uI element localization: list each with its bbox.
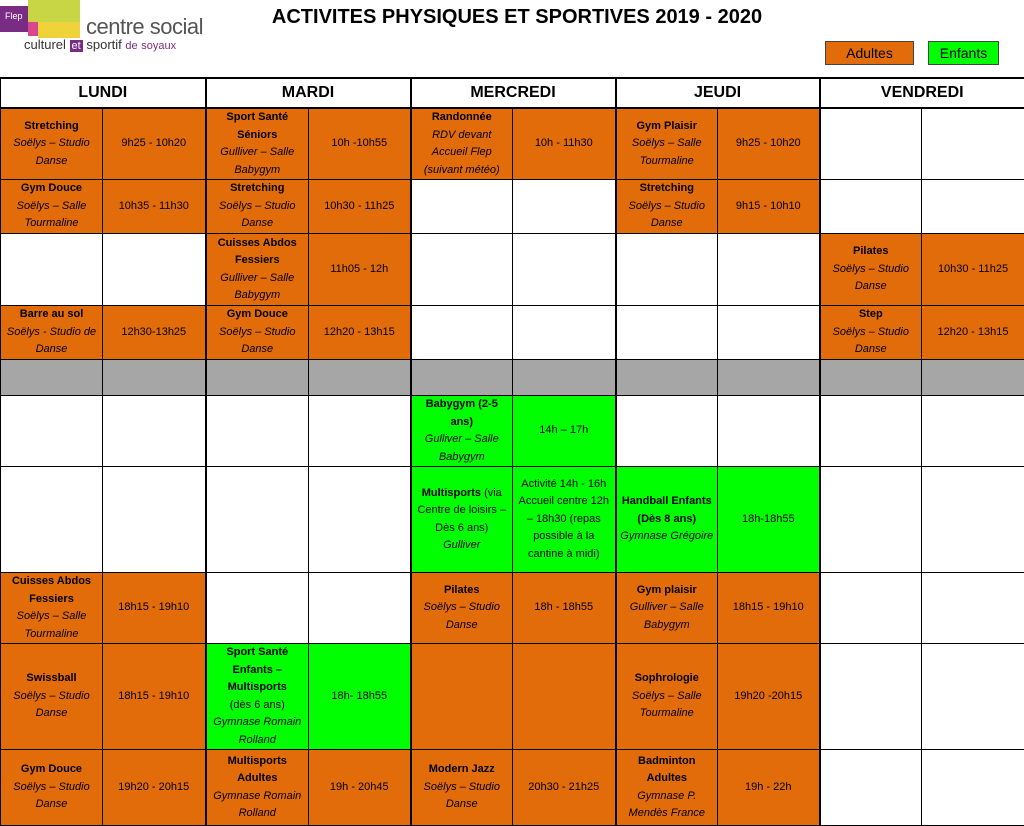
activity-cell: Pilates Soëlys – Studio Danse	[820, 234, 922, 306]
activity-cell: Sport Santé Séniors Gulliver – Salle Babygym	[206, 108, 309, 180]
activity-cell: Stretching Soëlys – Studio Danse	[1, 108, 103, 180]
time-cell: 14h – 17h	[513, 396, 616, 467]
time-cell: 19h20 - 20h15	[103, 750, 206, 826]
activity-cell: Swissball Soëlys – Studio Danse	[1, 644, 103, 750]
schedule-table	[0, 77, 1024, 826]
empty-cell	[103, 234, 206, 306]
time-cell: 18h-18h55	[718, 467, 820, 573]
time-cell: 19h - 22h	[718, 750, 820, 826]
empty-cell	[513, 180, 616, 234]
logo-square-yellow	[38, 22, 80, 38]
empty-cell	[820, 396, 922, 467]
time-cell: 10h35 - 11h30	[103, 180, 206, 234]
legend-enfants: Enfants	[928, 41, 999, 65]
empty-cell	[411, 234, 513, 306]
activity-cell: Gym Douce Soëlys – Studio Danse	[206, 306, 309, 360]
activity-cell: Gym Douce Soëlys – Studio Danse	[1, 750, 103, 826]
empty-cell	[1, 467, 103, 573]
empty-cell	[718, 396, 820, 467]
activity-cell: Cuisses Abdos Fessiers Soëlys – Salle Tourmaline	[1, 573, 103, 644]
table-row	[1, 573, 1024, 644]
empty-cell	[1, 396, 103, 467]
activity-cell: Pilates Soëlys – Studio Danse	[411, 573, 513, 644]
empty-cell	[616, 306, 718, 360]
activity-cell: Babygym (2-5 ans) Gulliver – Salle Babygym	[411, 396, 513, 467]
empty-cell	[922, 467, 1024, 573]
time-cell: 11h05 - 12h	[309, 234, 411, 306]
time-cell: 20h30 - 21h25	[513, 750, 616, 826]
activity-cell: Multisports (via Centre de loisirs – Dès 6 ans) Gulliver	[411, 467, 513, 573]
empty-cell	[411, 644, 513, 750]
time-cell: Activité 14h - 16h Accueil centre 12h – 18h30 (repas possible à la cantine à midi)	[513, 467, 616, 573]
empty-cell	[513, 306, 616, 360]
time-cell: 18h15 - 19h10	[103, 644, 206, 750]
day-header-mercredi: MERCREDI	[411, 78, 616, 108]
page-title: ACTIVITES PHYSIQUES ET SPORTIVES 2019 - 2020	[180, 6, 1024, 29]
activity-cell: Multisports Adultes Gymnase Romain Rolland	[206, 750, 309, 826]
activity-cell: Sophrologie Soëlys – Salle Tourmaline	[616, 644, 718, 750]
table-row	[1, 396, 1024, 467]
empty-cell	[513, 234, 616, 306]
activity-cell: Cuisses Abdos Fessiers Gulliver – Salle Babygym	[206, 234, 309, 306]
separator-cell	[922, 360, 1024, 396]
empty-cell	[206, 573, 309, 644]
separator-cell	[103, 360, 206, 396]
day-header-jeudi: JEUDI	[616, 78, 820, 108]
separator-cell	[206, 360, 309, 396]
empty-cell	[820, 180, 922, 234]
empty-cell	[309, 573, 411, 644]
time-cell: 12h20 - 13h15	[922, 306, 1024, 360]
time-cell: 18h15 - 19h10	[718, 573, 820, 644]
empty-cell	[922, 180, 1024, 234]
empty-cell	[309, 467, 411, 573]
separator-cell	[1, 360, 103, 396]
logo	[0, 0, 210, 60]
time-cell: 18h15 - 19h10	[103, 573, 206, 644]
empty-cell	[206, 467, 309, 573]
logo-subtitle: culturel et sportif de soyaux	[24, 37, 176, 52]
empty-cell	[103, 396, 206, 467]
activity-cell: Stretching Soëlys – Studio Danse	[206, 180, 309, 234]
time-cell: 10h -10h55	[309, 108, 411, 180]
empty-cell	[718, 234, 820, 306]
empty-cell	[206, 396, 309, 467]
empty-cell	[922, 108, 1024, 180]
activity-cell: Step Soëlys – Studio Danse	[820, 306, 922, 360]
table-row	[1, 750, 1024, 826]
activity-cell: Badminton Adultes Gymnase P. Mendès France	[616, 750, 718, 826]
empty-cell	[103, 467, 206, 573]
time-cell: 12h30-13h25	[103, 306, 206, 360]
table-row	[1, 108, 1024, 180]
empty-cell	[616, 234, 718, 306]
separator-cell	[513, 360, 616, 396]
time-cell: 10h - 11h30	[513, 108, 616, 180]
empty-cell	[922, 573, 1024, 644]
table-row	[1, 644, 1024, 750]
empty-cell	[411, 306, 513, 360]
table-row	[1, 306, 1024, 360]
empty-cell	[922, 396, 1024, 467]
activity-cell: Gym plaisir Gulliver – Salle Babygym	[616, 573, 718, 644]
empty-cell	[513, 644, 616, 750]
separator-cell	[820, 360, 922, 396]
empty-cell	[309, 396, 411, 467]
separator-cell	[411, 360, 513, 396]
empty-cell	[718, 306, 820, 360]
separator-cell	[718, 360, 820, 396]
activity-cell: Stretching Soëlys – Studio Danse	[616, 180, 718, 234]
separator-row	[1, 360, 1024, 396]
day-header-mardi: MARDI	[206, 78, 411, 108]
empty-cell	[820, 750, 922, 826]
activity-cell: Modern Jazz Soëlys – Studio Danse	[411, 750, 513, 826]
time-cell: 19h20 -20h15	[718, 644, 820, 750]
empty-cell	[922, 644, 1024, 750]
time-cell: 10h30 - 11h25	[309, 180, 411, 234]
empty-cell	[820, 644, 922, 750]
time-cell: 10h30 - 11h25	[922, 234, 1024, 306]
time-cell: 9h15 - 10h10	[718, 180, 820, 234]
empty-cell	[820, 108, 922, 180]
time-cell: 12h20 - 13h15	[309, 306, 411, 360]
logo-centre-social: centre social	[86, 14, 203, 40]
separator-cell	[616, 360, 718, 396]
activity-cell: Randonnée RDV devant Accueil Flep (suivant météo)	[411, 108, 513, 180]
empty-cell	[411, 180, 513, 234]
empty-cell	[820, 467, 922, 573]
day-header-vendredi: VENDREDI	[820, 78, 1024, 108]
table-row	[1, 234, 1024, 306]
activity-cell: Barre au sol Soëlys - Studio de Danse	[1, 306, 103, 360]
logo-square-pink	[28, 22, 38, 36]
empty-cell	[820, 573, 922, 644]
time-cell: 18h - 18h55	[513, 573, 616, 644]
activity-cell: Handball Enfants (Dès 8 ans) Gymnase Grégoire	[616, 467, 718, 573]
logo-flep: Flep	[5, 11, 23, 21]
activity-cell: Gym Plaisir Soëlys – Salle Tourmaline	[616, 108, 718, 180]
time-cell: 9h25 - 10h20	[718, 108, 820, 180]
time-cell: 18h- 18h55	[309, 644, 411, 750]
table-row	[1, 180, 1024, 234]
day-header-lundi: LUNDI	[1, 78, 206, 108]
day-header-row	[1, 78, 1024, 108]
legend-adultes: Adultes	[825, 41, 914, 65]
table-row	[1, 467, 1024, 573]
activity-cell: Sport Santé Enfants – Multisports (dès 6 ans) Gymnase Romain Rolland	[206, 644, 309, 750]
activity-cell: Gym Douce Soëlys – Salle Tourmaline	[1, 180, 103, 234]
separator-cell	[309, 360, 411, 396]
empty-cell	[1, 234, 103, 306]
logo-square-green	[28, 0, 80, 22]
empty-cell	[922, 750, 1024, 826]
time-cell: 19h - 20h45	[309, 750, 411, 826]
empty-cell	[616, 396, 718, 467]
time-cell: 9h25 - 10h20	[103, 108, 206, 180]
